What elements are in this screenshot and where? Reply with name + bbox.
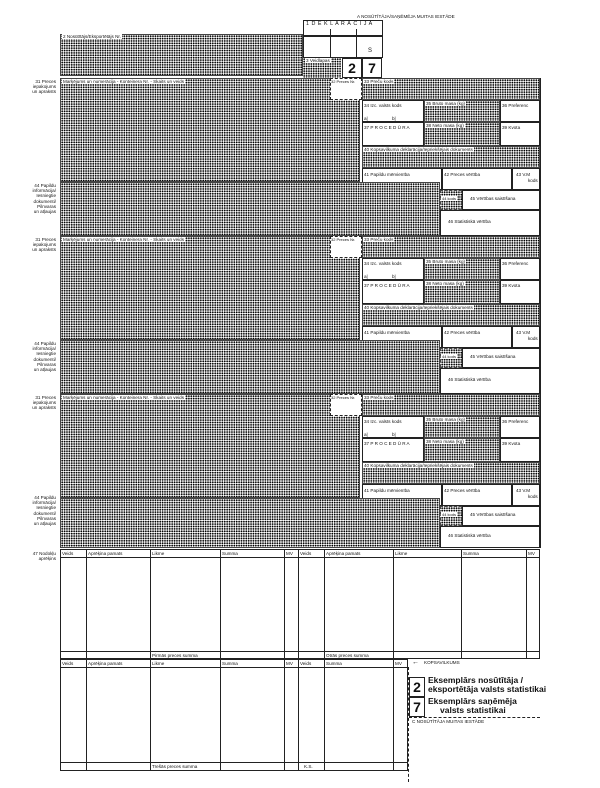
f46: 46 Statistiskā vērtība bbox=[448, 377, 491, 382]
col-mv: MV bbox=[528, 551, 535, 556]
side-44 bbox=[4, 341, 56, 372]
marks-label: Marķējums un numerācija - Konteinera Nr. - Skaits un veids bbox=[63, 79, 185, 84]
divider bbox=[220, 549, 221, 659]
f40: 40 Kopsavilkuma deklarācija/Iepriekšējais dokuments bbox=[364, 147, 473, 152]
f42: 42 Preces vērtība bbox=[444, 330, 481, 335]
sender-field[interactable] bbox=[60, 34, 303, 76]
side-line: 31 Preces bbox=[35, 237, 56, 242]
declaration-title: 1 D E K L A R Ā C I J A bbox=[306, 21, 373, 27]
forms-label: 3 Veidlapas bbox=[306, 58, 330, 63]
field-s: S bbox=[368, 48, 373, 54]
f32: 32 Preces Nr. bbox=[331, 237, 356, 242]
divider bbox=[284, 549, 285, 659]
divider bbox=[298, 659, 299, 771]
f34a: a| bbox=[364, 116, 368, 121]
f34: 34 Izc. valsts kods bbox=[364, 261, 402, 266]
f40: 40 Kopsavilkuma deklarācija/Iepriekšējais dokuments bbox=[364, 463, 473, 468]
divider bbox=[409, 717, 540, 718]
side-31 bbox=[4, 237, 56, 253]
divider bbox=[356, 36, 357, 58]
f40: 40 Kopsavilkuma deklarācija/Iepriekšējais dokuments bbox=[364, 305, 473, 310]
ks-label: K.S. bbox=[304, 764, 313, 769]
side-line: aprēķins bbox=[38, 556, 56, 562]
f44code: 44 kods bbox=[442, 512, 457, 517]
marks-label: Marķējums un numerācija - Konteinera Nr. - Skaits un veids bbox=[63, 237, 185, 242]
side-line: un apraksts bbox=[32, 405, 56, 411]
f43: 43 V.M bbox=[516, 330, 531, 335]
side-line: informācija/ bbox=[32, 500, 56, 506]
copy-text-2a: Eksemplārs saņēmēja bbox=[428, 696, 517, 706]
divider bbox=[356, 29, 357, 36]
copy-a-label: A NOSŪTĪTĀJA/SAŅĒMĒJA MUITAS IESTĀDE bbox=[357, 14, 455, 19]
side-line: un apraksts bbox=[32, 247, 56, 253]
f34b: b| bbox=[392, 274, 396, 279]
f45: 45 Vērtības saistīšana bbox=[470, 512, 516, 517]
f46: 46 Statistiskā vērtība bbox=[448, 533, 491, 538]
divider bbox=[60, 557, 540, 558]
copy-c-label: C NOSŪTĪTĀJA MUITAS IESTĀDE bbox=[412, 719, 485, 724]
third-item-sum: Trešās preces summa bbox=[152, 764, 198, 769]
second-item-sum: Otrās preces summa bbox=[326, 653, 369, 658]
divider bbox=[461, 549, 462, 659]
col-amount: Summa bbox=[463, 551, 479, 556]
col-base: Aprēķina pamats bbox=[88, 661, 123, 666]
additional-info-field[interactable] bbox=[60, 182, 440, 236]
divider bbox=[393, 549, 394, 659]
side-31 bbox=[4, 395, 56, 411]
copy-text-2b: valsts statistikai bbox=[440, 705, 506, 715]
side-line: Pilnvaras bbox=[37, 361, 56, 367]
goods-description-field[interactable] bbox=[60, 394, 360, 498]
side-line: un atļaujas bbox=[33, 521, 56, 527]
f34: 34 Izc. valsts kods bbox=[364, 103, 402, 108]
col-base: Aprēķina pamats bbox=[326, 551, 361, 556]
f45: 45 Vērtības saistīšana bbox=[470, 196, 516, 201]
f34b: b| bbox=[392, 432, 396, 437]
divider bbox=[393, 659, 394, 771]
additional-info-field[interactable] bbox=[60, 498, 440, 548]
side-line: un atļaujas bbox=[33, 367, 56, 373]
summary-label: KOPSAVILKUMS bbox=[424, 660, 460, 665]
f38: 38 Neto masa (kg) bbox=[426, 439, 464, 444]
side-line: iepakojums bbox=[32, 242, 56, 248]
f42: 42 Preces vērtība bbox=[444, 172, 481, 177]
side-line: 31 Preces bbox=[35, 395, 56, 400]
col-type: Veids bbox=[300, 551, 312, 556]
divider bbox=[86, 659, 87, 771]
right-border bbox=[540, 78, 541, 548]
f36: 36 Preferenc bbox=[502, 419, 529, 424]
col-type: Veids bbox=[62, 551, 74, 556]
side-line: informācija/ bbox=[32, 188, 56, 194]
copy-number-7-bottom: 7 bbox=[409, 697, 425, 717]
f41: 41 Papildu mērvienība bbox=[364, 488, 410, 493]
side-line: dokumenti/ bbox=[33, 198, 56, 204]
f39: 39 Kvota bbox=[502, 283, 521, 288]
marks-label: Marķējums un numerācija - Konteinera Nr. - Skaits un veids bbox=[63, 395, 185, 400]
f34: 34 Izc. valsts kods bbox=[364, 419, 402, 424]
goods-description-field[interactable] bbox=[60, 78, 360, 182]
side-line: Iesniegtie bbox=[36, 193, 56, 199]
side-line: un atļaujas bbox=[33, 209, 56, 215]
f38: 38 Neto masa (kg) bbox=[426, 123, 464, 128]
divider bbox=[526, 549, 527, 659]
side-line: Pilnvaras bbox=[37, 203, 56, 209]
f37: 37 P R O C E D Ū R A bbox=[364, 125, 410, 130]
side-line: dokumenti/ bbox=[33, 356, 56, 362]
f38: 38 Neto masa (kg) bbox=[426, 281, 464, 286]
side-line: 47 Nodokļu bbox=[32, 551, 56, 556]
f39: 39 Kvota bbox=[502, 441, 521, 446]
divider bbox=[284, 659, 285, 771]
divider bbox=[150, 659, 151, 771]
divider bbox=[330, 36, 331, 58]
side-line: 44 Papildu bbox=[34, 495, 56, 500]
divider bbox=[408, 667, 409, 782]
col-amount: Summa bbox=[222, 661, 238, 666]
f39: 39 Kvota bbox=[502, 125, 521, 130]
side-line: informācija/ bbox=[32, 346, 56, 352]
f35: 35 Bruto masa (kg) bbox=[426, 259, 466, 264]
col-mv: MV bbox=[286, 551, 293, 556]
f34a: a| bbox=[364, 432, 368, 437]
f41: 41 Papildu mērvienība bbox=[364, 330, 410, 335]
col-rate: Likme bbox=[395, 551, 408, 556]
divider bbox=[324, 549, 325, 659]
f45: 45 Vērtības saistīšana bbox=[470, 354, 516, 359]
col-type: Veids bbox=[62, 661, 74, 666]
f37: 37 P R O C E D Ū R A bbox=[364, 283, 410, 288]
f41: 41 Papildu mērvienība bbox=[364, 172, 410, 177]
col-rate: Likme bbox=[152, 551, 165, 556]
divider bbox=[298, 549, 299, 659]
col-mv: MV bbox=[395, 661, 402, 666]
f35: 35 Bruto masa (kg) bbox=[426, 101, 466, 106]
f36: 36 Preferenc bbox=[502, 103, 529, 108]
divider bbox=[330, 29, 331, 36]
f46: 46 Statistiskā vērtība bbox=[448, 219, 491, 224]
divider bbox=[324, 659, 325, 771]
f43b: kods bbox=[528, 178, 538, 183]
f33: 33 Preču kods bbox=[364, 79, 394, 84]
left-arrow-icon: ← bbox=[412, 659, 419, 666]
f43b: kods bbox=[528, 336, 538, 341]
divider bbox=[60, 762, 408, 763]
col-rate: Likme bbox=[152, 661, 165, 666]
divider bbox=[60, 651, 540, 652]
f37: 37 P R O C E D Ū R A bbox=[364, 441, 410, 446]
f43b: kods bbox=[528, 494, 538, 499]
f44code: 44 kods bbox=[442, 196, 457, 201]
duties-table-1 bbox=[60, 549, 540, 659]
first-item-sum: Pirmās preces summa bbox=[152, 653, 198, 658]
f36: 36 Preferenc bbox=[502, 261, 529, 266]
divider bbox=[86, 549, 87, 659]
side-line: iepakojums bbox=[32, 84, 56, 90]
side-line: Iesniegtie bbox=[36, 351, 56, 357]
side-line: Iesniegtie bbox=[36, 505, 56, 511]
f34a: a| bbox=[364, 274, 368, 279]
side-line: un apraksts bbox=[32, 89, 56, 95]
f33: 33 Preču kods bbox=[364, 395, 394, 400]
goods-description-field[interactable] bbox=[60, 236, 360, 340]
col-sum: Summa bbox=[326, 661, 342, 666]
side-31 bbox=[4, 79, 56, 95]
duties-table-2 bbox=[60, 659, 408, 771]
f42: 42 Preces vērtība bbox=[444, 488, 481, 493]
copy-text-1a: Eksemplārs nosūtītāja / bbox=[428, 675, 523, 685]
divider bbox=[60, 667, 408, 668]
col-type: Veids bbox=[300, 661, 312, 666]
copy-number-2-bottom: 2 bbox=[409, 677, 425, 697]
side-line: 44 Papildu bbox=[34, 341, 56, 346]
header-subbox[interactable] bbox=[303, 36, 383, 58]
side-line: 31 Preces bbox=[35, 79, 56, 84]
side-44 bbox=[4, 183, 56, 214]
copy-number-7: 7 bbox=[362, 58, 382, 78]
additional-info-field[interactable] bbox=[60, 340, 440, 394]
divider bbox=[220, 659, 221, 771]
f44code: 44 kods bbox=[442, 354, 457, 359]
side-line: 44 Papildu bbox=[34, 183, 56, 188]
f43: 43 V.M bbox=[516, 488, 531, 493]
copy-text-1b: eksportētāja valsts statistikai bbox=[428, 684, 547, 694]
f33: 33 Preču kods bbox=[364, 237, 394, 242]
side-47 bbox=[4, 551, 56, 561]
copy-number-2: 2 bbox=[342, 58, 362, 78]
divider bbox=[150, 549, 151, 659]
col-base: Aprēķina pamats bbox=[88, 551, 123, 556]
side-44 bbox=[4, 495, 56, 526]
f32: 32 Preces Nr. bbox=[331, 395, 356, 400]
sender-label: 2 Nosūtītājs/Eksportētājs Nr. bbox=[63, 34, 121, 39]
f34b: b| bbox=[392, 116, 396, 121]
f35: 35 Bruto masa (kg) bbox=[426, 417, 466, 422]
side-line: dokumenti/ bbox=[33, 510, 56, 516]
f32: 32 Preces Nr. bbox=[331, 79, 356, 84]
side-line: Pilnvaras bbox=[37, 515, 56, 521]
side-line: iepakojums bbox=[32, 400, 56, 406]
col-amount: Summa bbox=[222, 551, 238, 556]
col-mv: MV bbox=[286, 661, 293, 666]
f43: 43 V.M bbox=[516, 172, 531, 177]
